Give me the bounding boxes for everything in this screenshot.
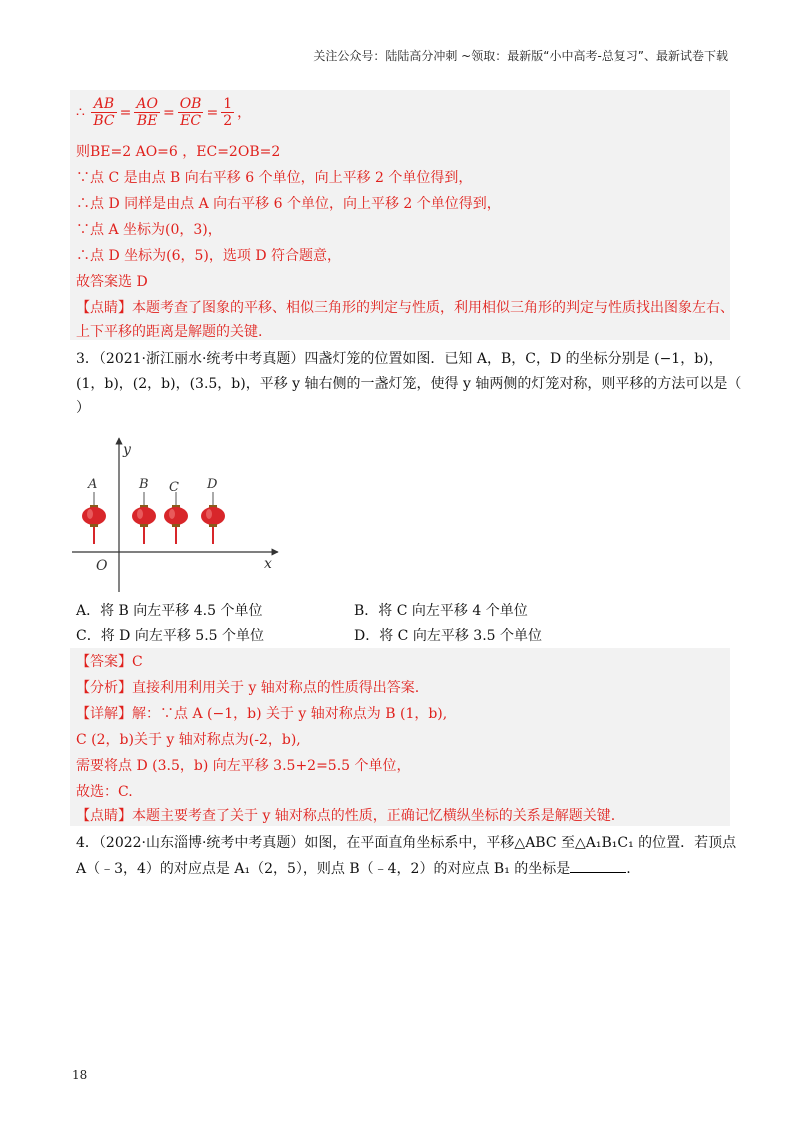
fraction-ao-be: $\frac{AO}{BE}$ [136, 96, 158, 129]
option-a[interactable]: A．将 B 向左平移 4.5 个单位 [76, 603, 263, 619]
lantern-a [82, 492, 106, 544]
fraction-equation: ∴ $\frac{AB}{BC}$ = $\frac{AO}{BE}$ = $\frac{OB}{EC}$ = $\frac{1}{2}$ ， [76, 96, 252, 129]
dianjing-line-2: 上下平移的距离是解题的关键. [76, 324, 263, 340]
option-d[interactable]: D．将 C 向左平移 3.5 个单位 [354, 628, 543, 644]
page-number: 18 [72, 1068, 88, 1082]
detail-line-2: C (2，b)关于 y 轴对称点为(-2，b), [76, 732, 301, 748]
dianjing-line-1 [76, 298, 734, 318]
solution-line-2: 则BE=2 AO=6 ，EC=2OB=2 [76, 144, 281, 160]
label-o: O [96, 558, 108, 574]
question3-line-3: ） [76, 400, 90, 416]
label-a: A [88, 477, 98, 492]
label-y: y [123, 442, 131, 458]
dianjing-label: 【点睛】 [76, 300, 132, 316]
question4-line-2 [76, 858, 631, 879]
lantern-b [132, 492, 156, 544]
lantern-c [164, 492, 188, 544]
label-b: B [139, 477, 149, 492]
label-d: D [207, 477, 218, 492]
solution-line-5: ∵点 A 坐标为(0，3)， [76, 222, 222, 238]
lantern-figure [66, 432, 296, 592]
option-b[interactable]: B．将 C 向左平移 4 个单位 [354, 603, 528, 619]
dianjing3-line: 【点睛】本题主要考查了关于 y 轴对称点的性质，正确记忆横纵坐标的关系是解题关键. [76, 808, 616, 824]
solution-line-3: ∵点 C 是由点 B 向右平移 6 个单位，向上平移 2 个单位得到， [76, 170, 473, 186]
dianjing-text-1: 本题考查了图象的平移、相似三角形的判定与性质，利用相似三角形的判定与性质找出图象左右、 [132, 300, 734, 316]
fraction-half: $\frac{1}{2}$ [223, 96, 233, 129]
detail-line-3: 需要将点 D (3.5，b) 向左平移 3.5+2=5.5 个单位， [76, 758, 411, 774]
therefore-symbol: ∴ [76, 104, 85, 121]
fraction-ob-ec: $\frac{OB}{EC}$ [179, 96, 202, 129]
answer-blank[interactable] [570, 858, 626, 873]
analysis-line: 【分析】直接利用利用关于 y 轴对称点的性质得出答案. [76, 680, 420, 696]
question4-line-2-end: . [626, 861, 631, 877]
question4-line-2-text: A（﹣3，4）的对应点是 A₁（2，5），则点 B（﹣4，2）的对应点 B₁ 的坐标是 [76, 861, 571, 877]
detail-line-1: 【详解】解：∵点 A (−1，b) 关于 y 轴对称点为 B (1，b), [76, 706, 448, 722]
page-header: 关注公众号：陆陆高分冲刺 ~领取：最新版“小中高考-总复习”、最新试卷下载 [313, 49, 728, 63]
lantern-d [201, 492, 225, 544]
label-c: C [169, 480, 179, 495]
detail-line-4: 故选：C. [76, 784, 133, 800]
solution-line-7: 故答案选 D [76, 274, 148, 290]
question3-line-2: (1，b)，(2，b)，(3.5，b)，平移 y 轴右侧的一盏灯笼，使得 y 轴两侧的灯笼对称，则平移的方法可以是（ [76, 376, 742, 392]
question4-line-1: 4．（2022·山东淄博·统考中考真题）如图，在平面直角坐标系中，平移△ABC 至△A₁B₁C₁ 的位置．若顶点 [76, 835, 737, 851]
fraction-ab-bc: $\frac{AB}{BC}$ [93, 96, 115, 129]
question3-line-1: 3．（2021·浙江丽水·统考中考真题）四盏灯笼的位置如图．已知 A，B，C，D 的坐标分别是 (−1，b)， [76, 351, 723, 367]
answer-line: 【答案】C [76, 654, 143, 670]
solution-line-6: ∴点 D 坐标为(6，5)，选项 D 符合题意， [76, 248, 341, 264]
solution-line-4: ∴点 D 同样是由点 A 向右平移 6 个单位，向上平移 2 个单位得到， [76, 196, 501, 212]
option-c[interactable]: C．将 D 向左平移 5.5 个单位 [76, 628, 265, 644]
label-x: x [264, 556, 272, 572]
